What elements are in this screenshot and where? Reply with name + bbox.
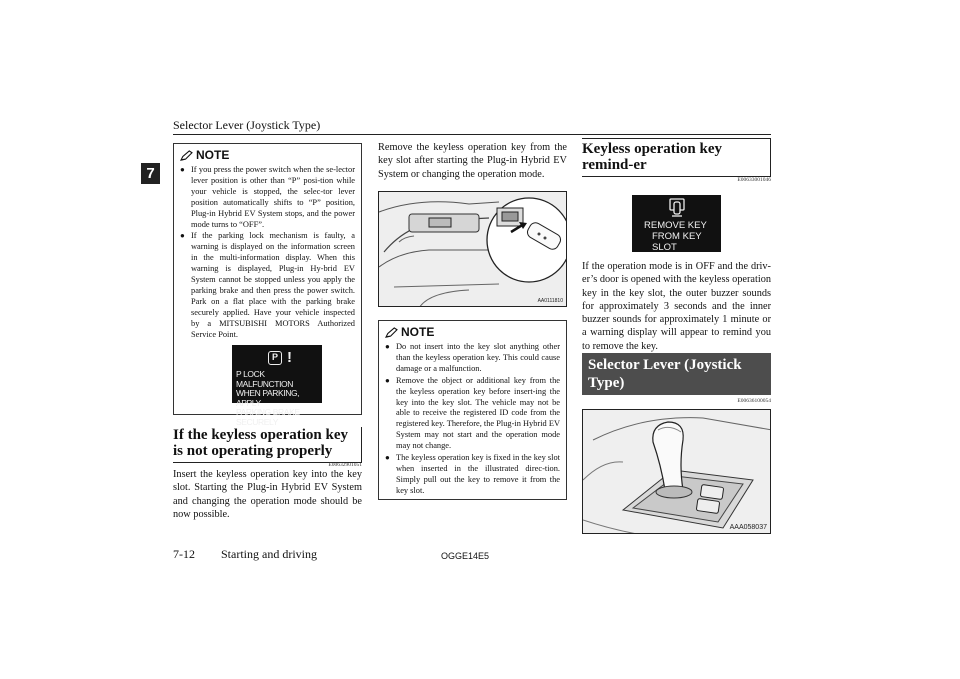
section-heading-key-reminder: Keyless operation key remind-er: [582, 138, 771, 177]
section-heading-keyless-not-operating: If the keyless operation key is not operating properly: [173, 427, 362, 463]
note-box-middle: [378, 320, 567, 500]
key-slot-drawing: [379, 192, 567, 307]
note-item: ● Do not insert into the key slot anything other than the keyless operation key. This could cause damage or a malfunction.: [385, 342, 560, 375]
section-heading-selector-lever: Selector Lever (Joystick Type): [588, 357, 742, 391]
section-code: E00632901051: [328, 462, 362, 468]
p-lock-warning-text: P LOCK MALFUNCTION WHEN PARKING, APPLY PARKING BRAKE SECURELY: [236, 369, 300, 427]
body-text: Remove the keyless operation key from the key slot after starting the Plug-in Hybrid EV System or changing the operation mode.: [378, 142, 567, 180]
parking-p-icon: P: [268, 351, 282, 365]
chapter-tab: 7: [141, 163, 160, 184]
joystick-lever-drawing: [583, 410, 771, 534]
section-code: E00636100054: [737, 398, 771, 404]
p-lock-warning-display: [232, 345, 322, 427]
footer-section-name: Starting and driving: [221, 547, 317, 561]
header-rule: [173, 134, 771, 135]
note-pencil-icon: [180, 150, 193, 161]
note-item: ● If the parking lock mechanism is faulty, a warning is displayed on the information screen in the multi-information display. When this warning is displayed, Plug-in Hy-brid EV System cannot be stopped unless you apply the parking brake and then press the power switch. Park on a flat place with the parking brake securely applied. Have your vehicle inspected by a MITSUBISHI MOTORS Authorized Service Point.: [180, 231, 355, 340]
note-item: ● Remove the object or additional key from the the keyless operation key before insert-ing the key into the key slot. The vehicle may not be able to receive the registered ID code from the registered key. Therefore, the Plug-in Hybrid EV System may not start and the operation mode may not change.: [385, 376, 560, 452]
note-item: ● If you press the power switch when the se-lector lever position is other than “P” posi-tion while your vehicle is stopped, the selec-tor lever position automatically shifts to “P” position, Plug-in Hybrid EV System stops, and the power mode turns to “OFF”.: [180, 165, 355, 230]
key-slot-illustration: [378, 191, 567, 307]
note-list: [385, 342, 560, 497]
document-code: OGGE14E5: [441, 551, 490, 561]
remove-key-text: REMOVE KEY FROM KEY SLOT: [644, 220, 707, 253]
key-in-slot-icon: [668, 198, 686, 218]
note-item: ● The keyless operation key is fixed in the key slot when inserted in the illustrated direc-tion. Simply pull out the key to remove it from the key slot.: [385, 453, 560, 497]
body-text: If the operation mode is in OFF and the driv-er’s door is opened with the keyless operation key in the key slot, the outer buzzer sounds for approximately 3 seconds and the inner buzzer sounds for approximately 1 minute or a warning display will appear to remind you to remove the key.: [582, 261, 771, 352]
figure-label: AA0111810: [537, 298, 563, 304]
note-title: NOTE: [385, 325, 560, 339]
remove-key-display: [632, 195, 721, 252]
body-text: Insert the keyless operation key into the key slot. Starting the Plug-in Hybrid EV System and changing the operation mode should be now possible.: [173, 469, 362, 520]
note-list: [180, 165, 355, 341]
figure-label: AAA058037: [729, 524, 767, 531]
page-number: 7-12: [173, 547, 195, 561]
warning-exclamation-icon: !: [287, 349, 292, 366]
section-code: E00633001046: [737, 177, 771, 183]
selector-lever-heading-band: [582, 353, 771, 395]
running-header: Selector Lever (Joystick Type): [173, 118, 321, 132]
note-pencil-icon: [385, 327, 398, 338]
note-title: NOTE: [180, 148, 355, 162]
joystick-lever-illustration: [582, 409, 771, 534]
